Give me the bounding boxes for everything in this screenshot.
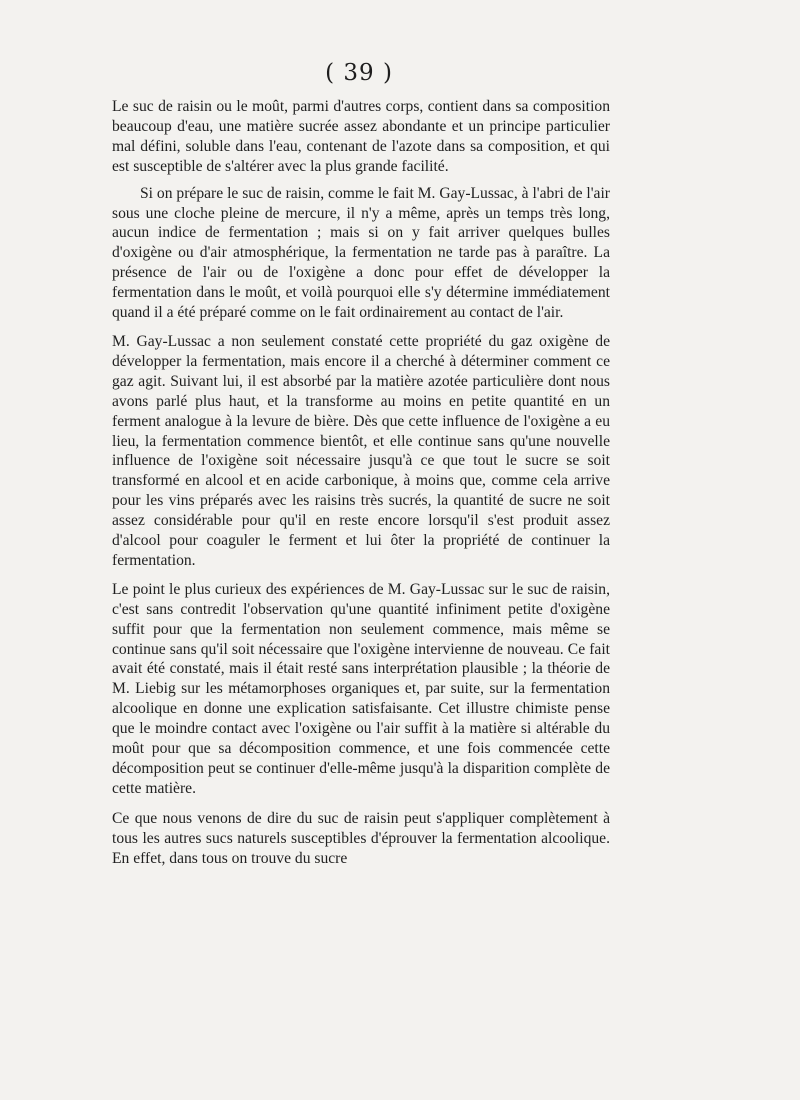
paragraph-1: Le suc de raisin ou le moût, parmi d'autres corps, contient dans sa composition beaucoup d'eau, une matière sucrée assez abondante et un principe particulier mal défini, soluble dans l'eau, contenant de l'azote dans sa composition, et qui est susceptible de s'altérer avec la plus grande facilité.: [112, 98, 610, 175]
paragraph-3: M. Gay-Lussac a non seulement constaté cette propriété du gaz oxigène de développer la fermentation, mais encore il a cherché à déterminer comment ce gaz agit. Suivant lui, il est absorbé par la matière azotée particulière dont nous avons parlé plus haut, et la transforme au moins en petite quantité en un ferment analogue à la levure de bière. Dès que cette influence de l'oxigène a eu lieu, la fermentation commence bientôt, et elle continue sans qu'une nouvelle influence de l'oxigène soit nécessaire jusqu'à ce que tout le sucre se soit transformé en alcool et en acide carbonique, à moins que, comme cela arrive pour les vins préparés avec les raisins très sucrés, la quantité de sucre ne soit assez considérable pour qu'il en reste encore lorsqu'il s'est produit assez d'alcool pour coaguler le ferment et lui ôter la propriété de continuer la fermentation.: [112, 332, 610, 569]
paragraph-4: Le point le plus curieux des expériences de M. Gay-Lussac sur le suc de raisin, c'est sans contredit l'observation qu'une quantité infiniment petite d'oxigène suffit pour que la fermentation non seulement commence, mais même se continue sans qu'il soit nécessaire que l'oxigène intervienne de nouveau. Ce fait avait été constaté, mais il était resté sans interprétation plausible ; la théorie de M. Liebig sur les métamorphoses organiques et, par suite, sur la fermentation alcoolique en donne une explication satisfaisante. Cet illustre chimiste pense que le moindre contact avec l'oxigène ou l'air suffit à la matière si altérable du moût pour que sa décomposition commence, et une fois commencée cette décomposition peut se continuer d'elle-même jusqu'à la disparition complète de cette matière.: [112, 580, 610, 797]
paragraph-2: Si on prépare le suc de raisin, comme le fait M. Gay-Lussac, à l'abri de l'air sous une cloche pleine de mercure, il n'y a même, après un temps très long, aucun indice de fermentation ; mais si on y fait arriver quelques bulles d'oxigène ou d'air atmosphérique, la fermentation ne tarde pas à paraître. La présence de l'air ou de l'oxigène a donc pour effet de développer la fermentation dans le moût, et voilà pourquoi elle s'y détermine immédiatement quand il a été préparé comme on le fait ordinairement au contact de l'air.: [112, 184, 610, 322]
body-text: [112, 97, 610, 869]
paragraph-5: Ce que nous venons de dire du suc de raisin peut s'appliquer complètement à tous les autres sucs naturels susceptibles d'éprouver la fermentation alcoolique. En effet, dans tous on trouve du sucre: [112, 809, 610, 867]
page-number: ( 39 ): [325, 60, 393, 86]
